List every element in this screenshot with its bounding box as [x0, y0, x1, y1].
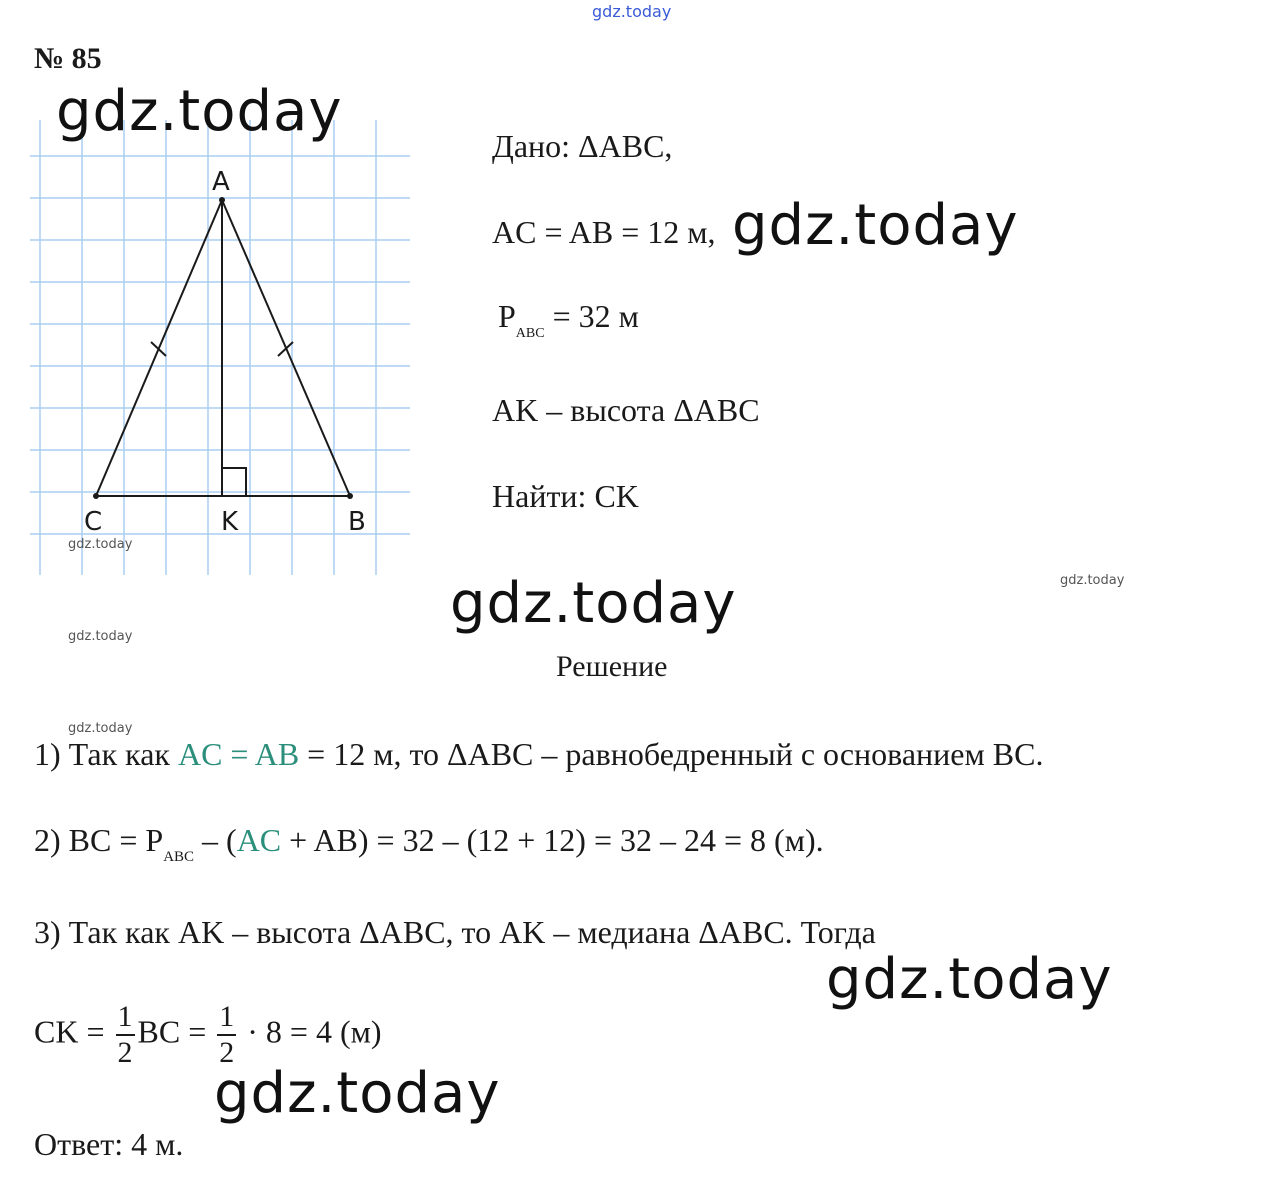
solution-title: Решение: [556, 650, 668, 683]
step-2-part-d: + AB) = 32 – (12 + 12) = 32 – 24 = 8 (м).: [281, 822, 824, 858]
fraction-numerator: 1: [217, 1002, 236, 1036]
step-1-part-c: = 12 м, то ΔABC – равнобедренный с основанием BC.: [299, 736, 1044, 772]
side-ac: [96, 200, 222, 496]
given-line-2: AC = AB = 12 м,: [492, 214, 716, 250]
point-c: [93, 493, 99, 499]
watermark-small: gdz.today: [68, 629, 133, 644]
ck-middle: BC =: [137, 1013, 215, 1050]
watermark-big: gdz.today: [450, 571, 737, 636]
ck-lhs: CK =: [34, 1013, 113, 1050]
step-3: 3) Так как AK – высота ΔABC, то AK – медиана ΔABC. Тогда: [34, 914, 876, 950]
step-2-subscript: ABC: [163, 849, 195, 865]
fraction-denominator: 2: [117, 1036, 133, 1069]
given-line-5: Найти: CK: [492, 478, 639, 514]
step-2-part-a: 2) BC = P: [34, 822, 164, 858]
fraction-numerator: 1: [116, 1002, 135, 1036]
step-1-part-a: 1) Так как: [34, 736, 178, 772]
given-line-3: [498, 300, 639, 341]
point-a: [219, 197, 225, 203]
step-2-part-c: AC: [236, 822, 282, 858]
watermark-big: gdz.today: [214, 1061, 501, 1126]
step-2: [34, 824, 824, 865]
perimeter-value: = 32 м: [544, 298, 639, 334]
fraction-half: [217, 1002, 236, 1068]
watermark-small: gdz.today: [68, 721, 133, 736]
fraction-half: [116, 1002, 135, 1068]
label-b: B: [348, 507, 366, 537]
tick-ab: [278, 342, 293, 356]
problem-number: № 85: [34, 42, 102, 75]
watermark-big: gdz.today: [732, 193, 1019, 258]
answer: Ответ: 4 м.: [34, 1126, 184, 1162]
perimeter-symbol: P: [498, 298, 516, 334]
ck-formula: [34, 1002, 382, 1068]
watermark-small: gdz.today: [68, 537, 133, 552]
watermark-big: gdz.today: [56, 79, 343, 144]
watermark-big: gdz.today: [826, 947, 1113, 1012]
given-line-1: Дано: ΔABC,: [492, 128, 673, 164]
watermark-top: gdz.today: [592, 2, 672, 21]
label-c: C: [84, 507, 103, 537]
ck-rest: · 8 = 4 (м): [239, 1013, 382, 1050]
label-k: K: [221, 507, 239, 537]
label-a: A: [212, 167, 230, 197]
fraction-denominator: 2: [219, 1036, 235, 1069]
point-b: [347, 493, 353, 499]
watermark-small: gdz.today: [1060, 573, 1125, 588]
triangle-diagram: [30, 120, 420, 580]
perimeter-subscript: ABC: [515, 326, 545, 341]
step-1-part-b: AC = AB: [177, 736, 300, 772]
step-1: [34, 738, 1043, 770]
tick-ac: [151, 342, 166, 356]
given-line-4: AK – высота ΔABC: [492, 392, 760, 428]
step-2-part-b: – (: [194, 822, 237, 858]
triangle-shape: [96, 200, 350, 496]
